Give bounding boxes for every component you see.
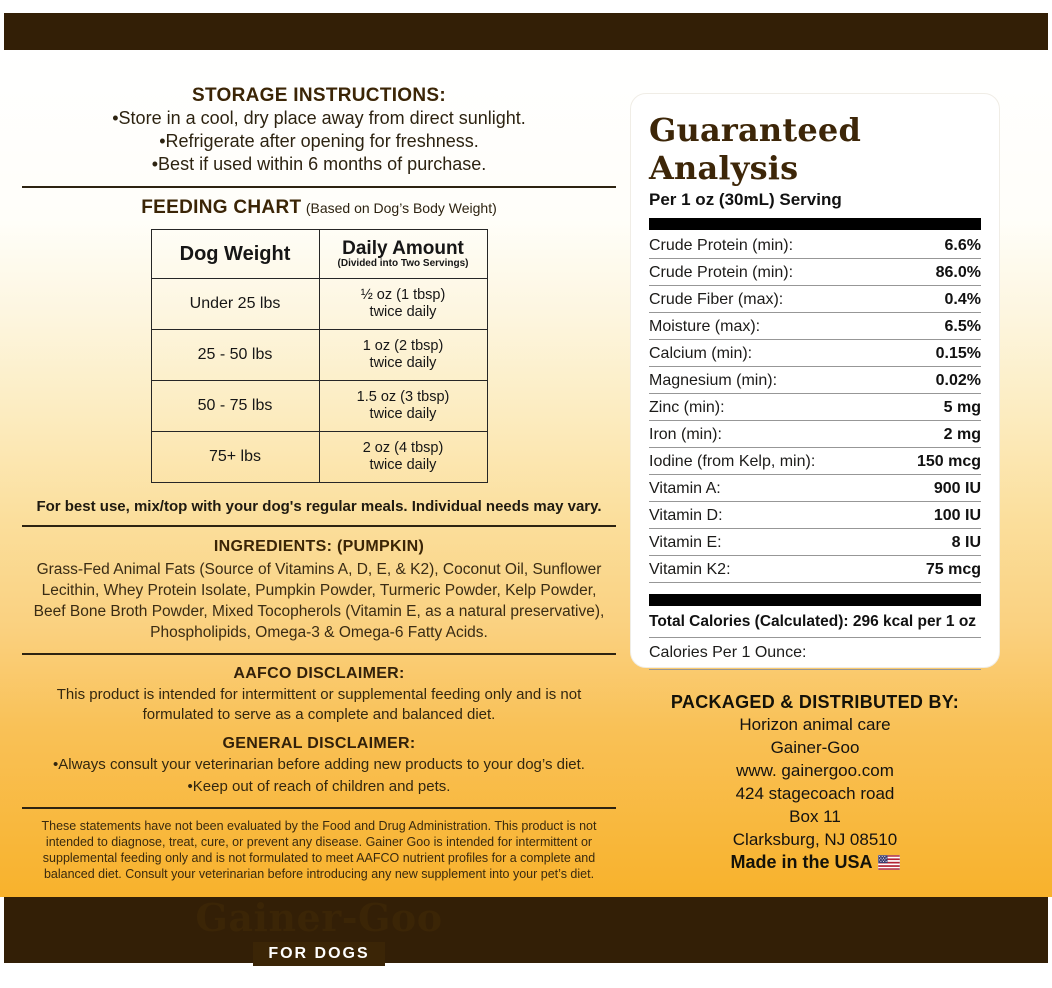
table-row (151, 432, 487, 483)
distributor-title: PACKAGED & DISTRIBUTED BY: (670, 692, 960, 712)
nutrient-value: 6.5% (944, 317, 981, 335)
distributor-line: Horizon animal care (739, 715, 891, 734)
distributor-section (630, 692, 1000, 875)
nutrient-label: Iodine (from Kelp, min): (649, 452, 816, 470)
analysis-row (649, 232, 981, 259)
table-row (151, 279, 487, 330)
nutrient-value: 150 mcg (916, 452, 981, 470)
weight-cell: 50 - 75 lbs (151, 381, 319, 432)
general-disclaimer-item: •Keep out of reach of children and pets. (187, 778, 451, 795)
left-column (20, 85, 618, 966)
serving-size-label: Per 1 oz (30mL) Serving (649, 190, 842, 209)
nutrient-label: Vitamin A: (649, 479, 721, 497)
nutrient-value: 100 IU (933, 506, 981, 524)
nutrient-value: 6.6% (944, 236, 981, 254)
total-calories-line: Total Calories (Calculated): 296 kcal per 1 oz (649, 606, 981, 638)
analysis-row (649, 556, 981, 583)
feeding-chart-table (151, 229, 488, 483)
analysis-row (649, 502, 981, 529)
nutrient-value: 75 mcg (925, 560, 981, 578)
storage-item: •Store in a cool, dry place away from direct sunlight. (112, 108, 526, 128)
brand-badge-wrap (20, 940, 618, 966)
storage-item: •Refrigerate after opening for freshness. (159, 131, 479, 151)
amount-cell: 2 oz (4 tbsp) twice daily (319, 432, 487, 483)
feeding-chart-heading (20, 197, 618, 219)
weight-cell: 75+ lbs (151, 432, 319, 483)
amount-cell: 1 oz (2 tbsp) twice daily (319, 330, 487, 381)
nutrient-value: 86.0% (935, 263, 981, 281)
nutrient-value: 0.4% (944, 290, 981, 308)
made-in-usa-line (630, 852, 1000, 875)
nutrient-label: Crude Fiber (max): (649, 290, 784, 308)
ingredients-text: Grass-Fed Animal Fats (Source of Vitamins A, D, E, & K2), Coconut Oil, Sunflower Lecithin, Whey Protein Isolate, Pumpkin Powder, Turmeric Powder, Kelp Powder, Beef Bone Broth Powder, Mixed Tocopherols (Vitamin E, as a natural preservative), Phospholipids, Omega-3 & Omega-6 Fatty Acids. (33, 561, 605, 641)
distributor-website: www. gainergoo.com (736, 761, 894, 780)
nutrient-value: 900 IU (933, 479, 981, 497)
analysis-row (649, 421, 981, 448)
nutrient-label: Vitamin E: (649, 533, 722, 551)
weight-cell: 25 - 50 lbs (151, 330, 319, 381)
storage-item: •Best if used within 6 months of purchase. (151, 154, 487, 174)
nutrient-label: Zinc (min): (649, 398, 725, 416)
analysis-row (649, 529, 981, 556)
divider (22, 525, 616, 527)
analysis-row (649, 313, 981, 340)
section-divider-bar (649, 594, 981, 606)
usage-note: For best use, mix/top with your dog's regular meals. Individual needs may vary. (36, 498, 602, 515)
section-divider-bar (649, 218, 981, 230)
nutrient-label: Crude Protein (min): (649, 263, 794, 281)
analysis-row (649, 367, 981, 394)
analysis-row (649, 394, 981, 421)
nutrient-label: Iron (min): (649, 425, 722, 443)
daily-amount-subheader: (Divided into Two Servings) (337, 258, 469, 269)
guaranteed-analysis-title: Guaranteed Analysis (649, 111, 862, 187)
amount-cell: ½ oz (1 tbsp) twice daily (319, 279, 487, 330)
amount-cell: 1.5 oz (3 tbsp) twice daily (319, 381, 487, 432)
analysis-row (649, 340, 981, 367)
distributor-line: Box 11 (789, 807, 841, 826)
made-in-usa-text: Made in the USA (730, 852, 873, 872)
general-disclaimer-title: GENERAL DISCLAIMER: (222, 735, 416, 752)
for-dogs-badge: FOR DOGS (253, 942, 384, 966)
table-row (151, 330, 487, 381)
distributor-line: 424 stagecoach road (735, 784, 895, 803)
top-brown-bar (4, 13, 1048, 50)
dog-weight-column-header: Dog Weight (151, 230, 319, 279)
nutrient-value: 8 IU (951, 533, 981, 551)
us-flag-icon (878, 854, 900, 875)
analysis-rows (649, 232, 981, 583)
feeding-chart-subtitle: (Based on Dog’s Body Weight) (305, 200, 497, 216)
divider (22, 807, 616, 809)
analysis-row (649, 448, 981, 475)
daily-amount-column-header: Daily Amount (Divided into Two Servings) (319, 230, 487, 279)
general-disclaimer-item: •Always consult your veterinarian before adding new products to your dog’s diet. (53, 756, 585, 773)
distributor-line: Clarksburg, NJ 08510 (732, 830, 898, 849)
nutrient-label: Calcium (min): (649, 344, 753, 362)
nutrient-label: Magnesium (min): (649, 371, 778, 389)
weight-cell: Under 25 lbs (151, 279, 319, 330)
analysis-row (649, 286, 981, 313)
distributor-line: Gainer-Goo (770, 738, 860, 757)
guaranteed-analysis-card (630, 93, 1000, 668)
storage-instructions-title: STORAGE INSTRUCTIONS: (191, 85, 446, 106)
analysis-row (649, 475, 981, 502)
ingredients-title: INGREDIENTS: (PUMPKIN) (213, 538, 425, 555)
nutrient-value: 0.02% (935, 371, 981, 389)
nutrient-label: Crude Protein (min): (649, 236, 794, 254)
nutrient-value: 2 mg (943, 425, 981, 443)
divider (22, 653, 616, 655)
analysis-row (649, 259, 981, 286)
nutrient-label: Vitamin D: (649, 506, 723, 524)
nutrient-value: 5 mg (943, 398, 981, 416)
table-row (151, 381, 487, 432)
nutrient-value: 0.15% (935, 344, 981, 362)
brand-logo: Gainer-Goo (195, 895, 443, 940)
fda-fine-print: These statements have not been evaluated by the Food and Drug Administration. This product is not intended to diagnose, treat, cure, or prevent any disease. Gainer Goo is intended for intermittent or supplemental feeding only and is not formulated to meet AAFCO nutrient profiles for a complete and balanced diet. Consult your veterinarian before introducing any new supplement into your pet’s diet. (41, 819, 597, 881)
nutrient-label: Moisture (max): (649, 317, 761, 335)
nutrient-label: Vitamin K2: (649, 560, 731, 578)
aafco-disclaimer-text: This product is intended for intermittent or supplemental feeding only and is not formulated to serve as a complete and balanced diet. (56, 686, 582, 723)
calories-per-ounce-line: Calories Per 1 Ounce: (649, 638, 981, 670)
divider (22, 186, 616, 188)
feeding-chart-title: FEEDING CHART (141, 197, 302, 218)
aafco-disclaimer-title: AAFCO DISCLAIMER: (233, 665, 405, 682)
table-header-row (151, 230, 487, 279)
